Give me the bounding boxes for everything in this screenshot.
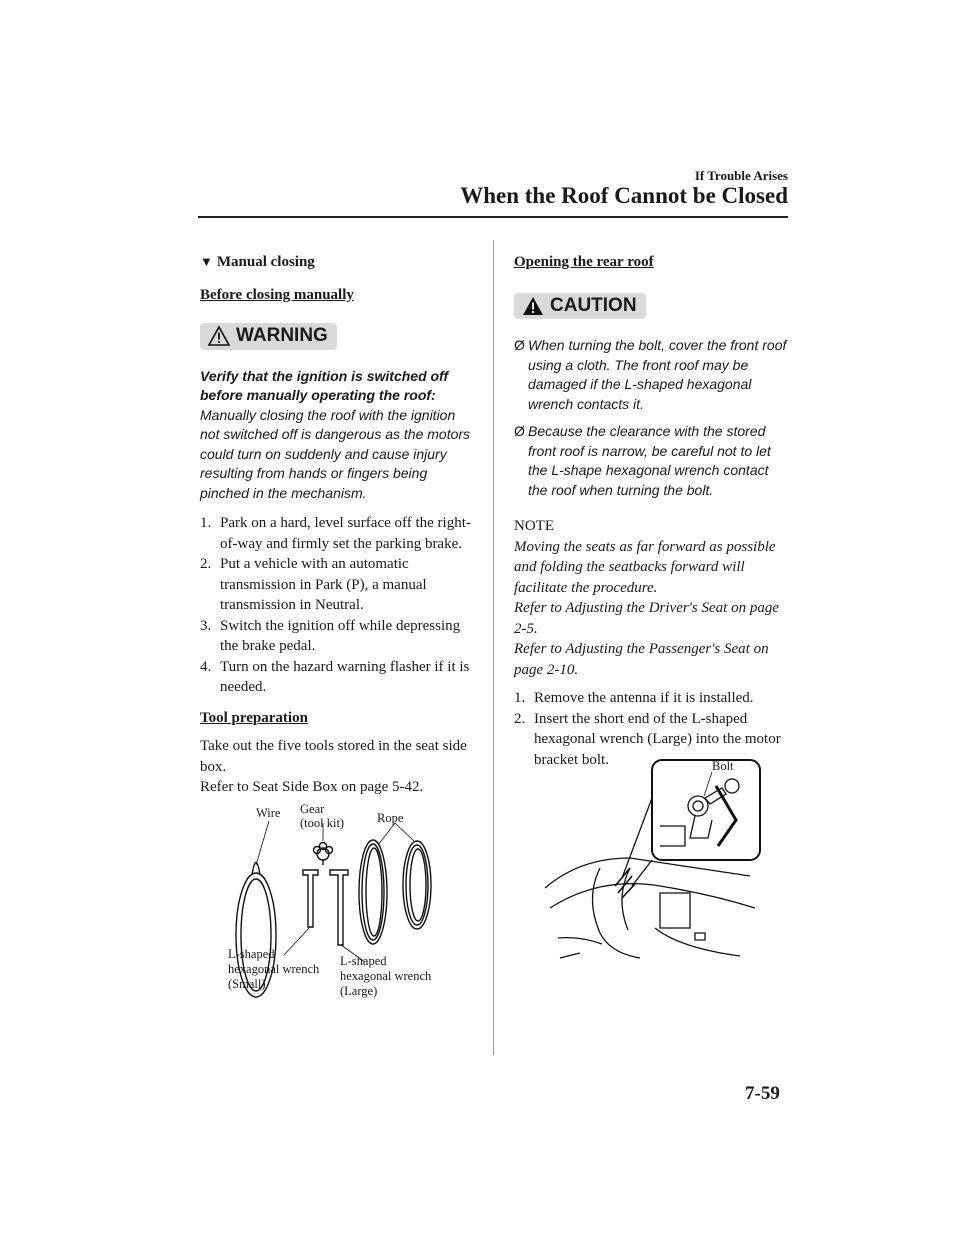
bolt-label: Bolt	[712, 759, 734, 773]
heading-marker: ▼	[200, 254, 213, 269]
before-closing-heading: Before closing manually	[200, 286, 354, 303]
warning-text: Verify that the ignition is switched off before manually operating the roof: Manually closing the roof with the ignition not switched off is dangerous as the motors could turn on suddenly and cause injury resulting from hands or fingers being pinched in the mechanism.	[200, 367, 471, 501]
list-item: 3. Switch the ignition off while depressing the brake pedal.	[200, 617, 461, 655]
list-item: 1. Park on a hard, level surface off the right-of-way and firmly set the parking brake.	[200, 515, 471, 552]
section-label: If Trouble Arises	[694, 168, 788, 183]
large-wrench-label: L-shaped	[340, 954, 387, 968]
page-title: When the Roof Cannot be Closed	[460, 183, 788, 208]
warning-badge: WARNING	[200, 323, 337, 350]
bolt-figure	[540, 758, 770, 963]
tool-text: Take out the five tools stored in the seat side box. Refer to Seat Side Box on page 5-42.	[200, 738, 467, 796]
page-number: 7-59	[745, 1083, 780, 1104]
large-wrench-label-3: (Large)	[340, 984, 378, 998]
list-item: 1. Remove the antenna if it is installed.	[514, 690, 754, 707]
list-item: Ø When turning the bolt, cover the front roof using a cloth. The front roof may be damaged if the L-shaped hexagonal wrench contacts it.	[514, 336, 789, 414]
list-item: 4. Turn on the hazard warning flasher if it is needed.	[200, 658, 470, 696]
tool-preparation-heading: Tool preparation	[200, 709, 308, 726]
rope-label: Rope	[377, 811, 404, 825]
bullet-arrow-icon: Ø	[514, 423, 525, 440]
caution-icon	[522, 296, 544, 316]
small-wrench-label-2: hexagonal wrench	[228, 962, 320, 976]
gear-label: Gear	[300, 802, 325, 816]
rope-illustration	[359, 823, 431, 944]
gear-label-2: (tool kit)	[300, 816, 345, 830]
bullet-arrow-icon: Ø	[514, 337, 525, 354]
left-column	[200, 252, 475, 798]
right-column	[514, 252, 789, 770]
opening-rear-roof-heading: Opening the rear roof	[514, 254, 654, 270]
preparation-steps	[200, 513, 475, 698]
tools-figure	[200, 795, 475, 1020]
bolt-inset-box	[652, 760, 760, 860]
note-title: NOTE	[514, 518, 554, 535]
column-divider	[493, 240, 494, 1055]
manual-closing-heading: ▼ Manual closing	[200, 254, 315, 270]
small-wrench-illustration	[284, 870, 318, 955]
small-wrench-label: L-shaped	[228, 947, 275, 961]
header-rule	[198, 216, 788, 218]
note-block: NOTE Moving the seats as far forward as possible and folding the seatbacks forward will facilitate the procedure. Refer to Adjusting the Driver's Seat on page 2-5. Refer to Adjusting the Passenger's Seat on page 2-10.	[514, 516, 789, 680]
list-item: 2. Insert the short end of the L-shaped hexagonal wrench (Large) into the motor bracket bolt.	[514, 710, 781, 768]
large-wrench-label-2: hexagonal wrench	[340, 969, 432, 983]
small-wrench-label-3: (Small)	[228, 977, 266, 991]
warning-icon	[208, 326, 230, 346]
list-item: 2. Put a vehicle with an automatic transmission in Park (P), a manual transmission in Neutral.	[200, 556, 427, 614]
list-item: Ø Because the clearance with the stored front roof is narrow, be careful not to let the L-shape hexagonal wrench contact the roof when turning the bolt.	[514, 422, 789, 500]
wire-label: Wire	[256, 806, 281, 820]
caution-text	[514, 336, 789, 500]
caution-badge: CAUTION	[514, 293, 646, 320]
